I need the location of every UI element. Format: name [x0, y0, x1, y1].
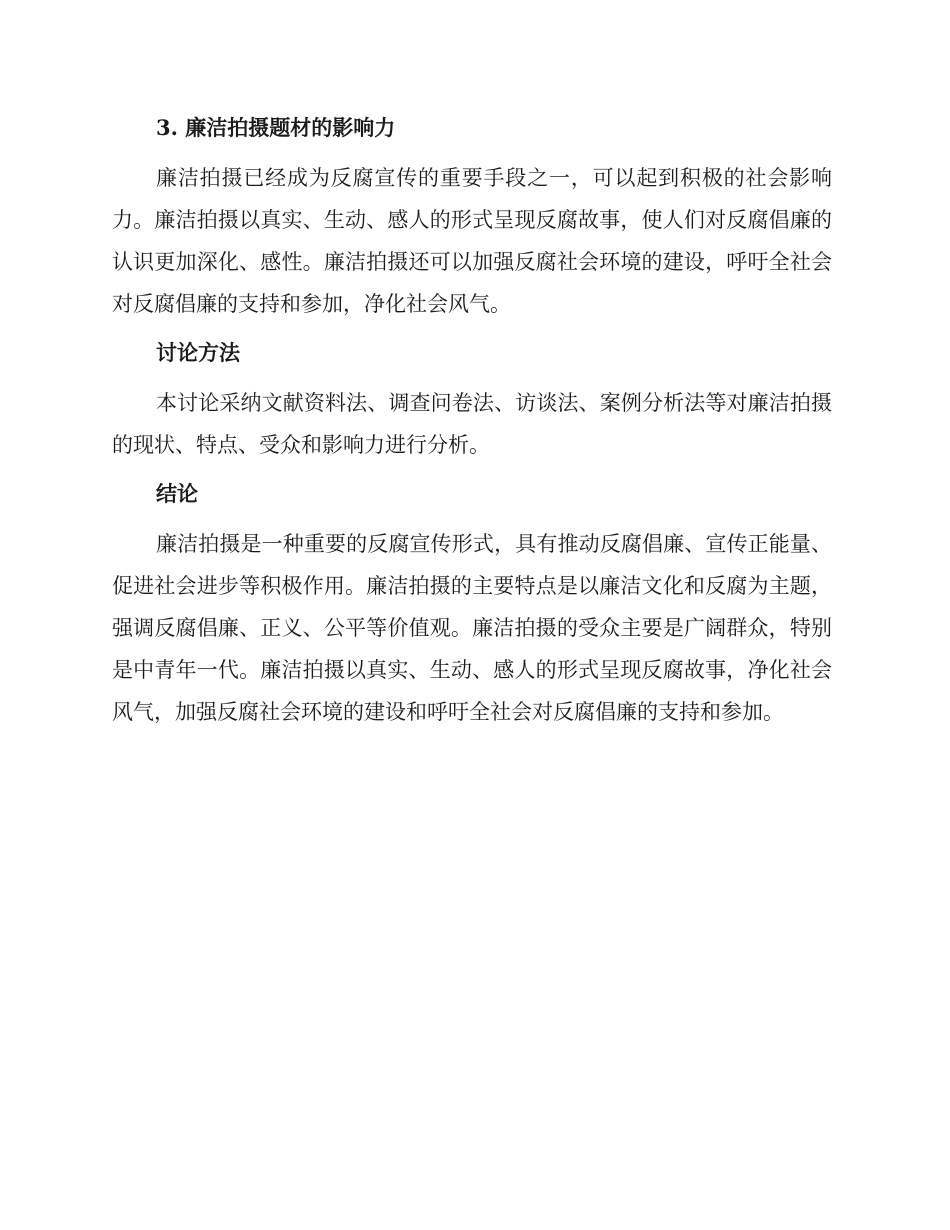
section-body-influence: 廉洁拍摄已经成为反腐宣传的重要手段之一，可以起到积极的社会影响力。廉洁拍摄以真实、生动、感人的形式呈现反腐故事，使人们对反腐倡廉的认识更加深化、感性。廉洁拍摄还可以加强反腐社会环境的建设，呼吁全社会对反腐倡廉的支持和参加，净化社会风气。	[112, 166, 832, 316]
section-heading-influence: 3. 廉洁拍摄题材的影响力	[156, 115, 396, 140]
section-heading-methods: 讨论方法	[156, 340, 240, 365]
document-content	[112, 110, 832, 733]
section-body-methods: 本讨论采纳文献资料法、调查问卷法、访谈法、案例分析法等对廉洁拍摄的现状、特点、受众和影响力进行分析。	[112, 391, 832, 457]
section-heading-conclusion: 结论	[156, 481, 198, 506]
section-body-conclusion: 廉洁拍摄是一种重要的反腐宣传形式，具有推动反腐倡廉、宣传正能量、促进社会进步等积极作用。廉洁拍摄的主要特点是以廉洁文化和反腐为主题，强调反腐倡廉、正义、公平等价值观。廉洁拍摄的受众主要是广阔群众，特别是中青年一代。廉洁拍摄以真实、生动、感人的形式呈现反腐故事，净化社会风气，加强反腐社会环境的建设和呼吁全社会对反腐倡廉的支持和参加。	[112, 532, 832, 724]
